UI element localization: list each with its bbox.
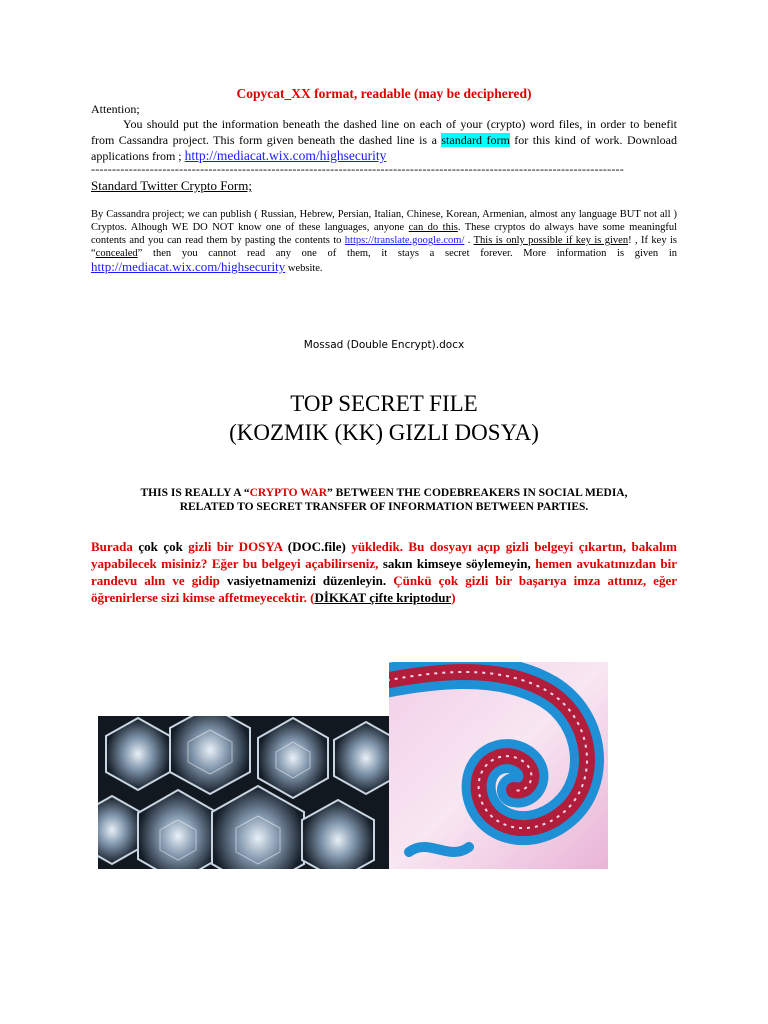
instruction-paragraph (91, 116, 677, 164)
crypto-text-2: ” BETWEEN THE CODEBREAKERS IN SOCIAL MEDIA, RELATED TO SECRET TRANSFER OF INFORMATION BETWEEN PARTIES. (179, 487, 628, 513)
turkish-text-11: ) (451, 590, 456, 605)
hexagon-fractal-image (98, 716, 390, 869)
cassandra-text-5: ” then you cannot read any one of them, it stays a secret forever. More information is given in (137, 248, 677, 259)
instruction-text: You should put the information beneath the dashed line on each of your (crypto) word files, in order to benefit from Cassandra project. This form given beneath the dashed line is a (91, 117, 677, 147)
attention-label: Attention; (91, 102, 140, 116)
underlined-text-2: This is only possible if key is given (473, 235, 629, 246)
hexagon-fractal-graphic (98, 716, 390, 869)
turkish-text-9: Çünkü çok gizli bir başarıya imza attınız, eğer öğrenirlerse sizi kimse affetmeyecektir. ( (91, 573, 677, 605)
website-link[interactable]: http://mediacat.wix.com/highsecurity (91, 259, 286, 274)
crypto-text: THIS IS REALLY A “ (140, 487, 250, 499)
cassandra-paragraph (91, 208, 677, 275)
format-title: Copycat_XX format, readable (may be deciphered) (236, 86, 532, 101)
document-filename: Mossad (Double Encrypt).docx (303, 339, 465, 351)
turkish-text-4: (DOC.file) (287, 539, 352, 554)
turkish-text-7: hemen avukatınızdan bir randevu alın ve gidip (91, 556, 677, 588)
crypto-war-statement (130, 486, 638, 514)
dashed-divider: ------------------------------------------------------------------------------------------------------------------------------- (91, 162, 624, 176)
cassandra-text-2: . These cryptos do always have some meaningful contents and you can read them by pasting the contents to (91, 222, 677, 246)
download-link[interactable]: http://mediacat.wix.com/highsecurity (184, 148, 387, 163)
highlighted-text: standard form (441, 133, 510, 147)
turkish-text-2: çok çok (138, 539, 189, 554)
underlined-text-3: concealed (95, 248, 138, 259)
turkish-text-1: Burada (91, 539, 139, 554)
turkish-text-8: vasiyetnamenizi düzenleyin. (227, 573, 394, 588)
cassandra-text: By Cassandra project; we can publish ( Russian, Hebrew, Persian, Italian, Chinese, Korean, Armenian, almost any language BUT not all ) Cryptos. Alhough WE DO NOT know one of these languages, anyone (91, 209, 677, 233)
heading-line-2: (KOZMIK (KK) GIZLI DOSYA) (229, 420, 539, 445)
form-title: Standard Twitter Crypto Form; (91, 178, 252, 193)
turkish-text-5: yükledik. Bu dosyayı açıp gizli belgeyi çıkartın, bakalım yapabilecek misiniz? Eğer bu belgeyi açabilirseniz, (91, 539, 677, 571)
translate-link[interactable]: https://translate.google.com/ (344, 235, 465, 246)
underlined-text: can do this (408, 222, 458, 233)
spiral-fractal-graphic (389, 662, 608, 869)
turkish-text-6: sakın kimseye söylemeyin, (382, 556, 536, 571)
cassandra-text-4: ! , If key is “ (91, 235, 678, 259)
instruction-text-2: for this kind of work. Download applications from ; (91, 133, 677, 163)
main-heading (0, 389, 768, 447)
cassandra-text-3: . (464, 235, 474, 246)
heading-line-1: TOP SECRET FILE (290, 391, 478, 416)
turkish-warning: DİKKAT çifte kriptodur (314, 590, 452, 605)
cassandra-text-6: website. (285, 263, 323, 274)
turkish-text-3: gizli bir DOSYA (188, 539, 288, 554)
crypto-war-text: CRYPTO WAR (249, 487, 328, 499)
turkish-paragraph (91, 538, 677, 606)
spiral-fractal-image (389, 662, 608, 869)
